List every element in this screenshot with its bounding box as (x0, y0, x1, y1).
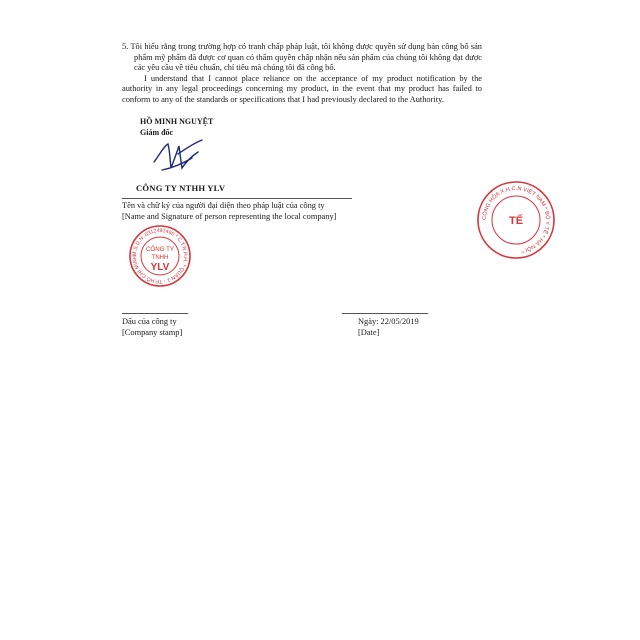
seal-line-3: YLV (150, 262, 170, 273)
date-line (342, 313, 428, 314)
company-seal (128, 224, 192, 288)
company-name: CÔNG TY NTHH YLV (136, 183, 226, 193)
stamp-line (122, 313, 188, 314)
svg-text:M.S.D.N: 0312492460 * C.T.N.H.: M.S.D.N: 0312492460 * C.T.N.H.H. * QUẬN 1 - TP.HỒ CHÍ MINH (131, 227, 189, 285)
clause-vietnamese: 5. Tôi hiểu rằng trong trường hợp có tranh chấp pháp luật, tôi không được quyền sử dụng bản công bố sản phẩm mỹ phẩm đã được cơ quan có thẩm quyền chấp nhận nếu sản phẩm của chúng tôi không đạt được các yêu cầu về tiêu chuẩn, chỉ tiêu mà chúng tôi đã công bố. (122, 42, 482, 73)
handwritten-signature (148, 132, 208, 180)
date-label-en: [Date] (358, 328, 380, 337)
seal-line-2: TNHH (151, 255, 169, 261)
representative-label-en: [Name and Signature of person representing the local company] (122, 212, 337, 221)
signer-title: Giám đốc (140, 128, 174, 137)
partial-seal-center: TẾ (508, 215, 524, 227)
company-stamp-label-en: [Company stamp] (122, 328, 183, 337)
svg-text:CỘNG HÒA X.H.C.N VIỆT NAM * BỘ: CỘNG HÒA X.H.C.N VIỆT NAM * BỘ Y TẾ * HÀ NỘI * (481, 185, 551, 254)
partial-seal (474, 178, 558, 262)
seal-line-1: CÔNG TY (145, 246, 175, 253)
signer-name: HỒ MINH NGUYỆT (140, 117, 214, 126)
declaration-clause (122, 42, 482, 106)
representative-label-vi: Tên và chữ ký của người đại diện theo pháp luật của công ty (122, 201, 325, 210)
company-stamp-label-vi: Dấu của công ty (122, 317, 177, 326)
signature-line (122, 198, 352, 199)
company-stamp-label (122, 316, 182, 338)
date-label (358, 316, 419, 338)
clause-english: I understand that I cannot place reliance on the acceptance of my product notification by the authority in any legal proceedings concerning my product, in the event that my product has failed to conform to any of the standards or specifications that I had previously declared to the Authority. (122, 73, 482, 104)
date-label-vi: Ngày: 22/05/2019 (358, 317, 419, 326)
